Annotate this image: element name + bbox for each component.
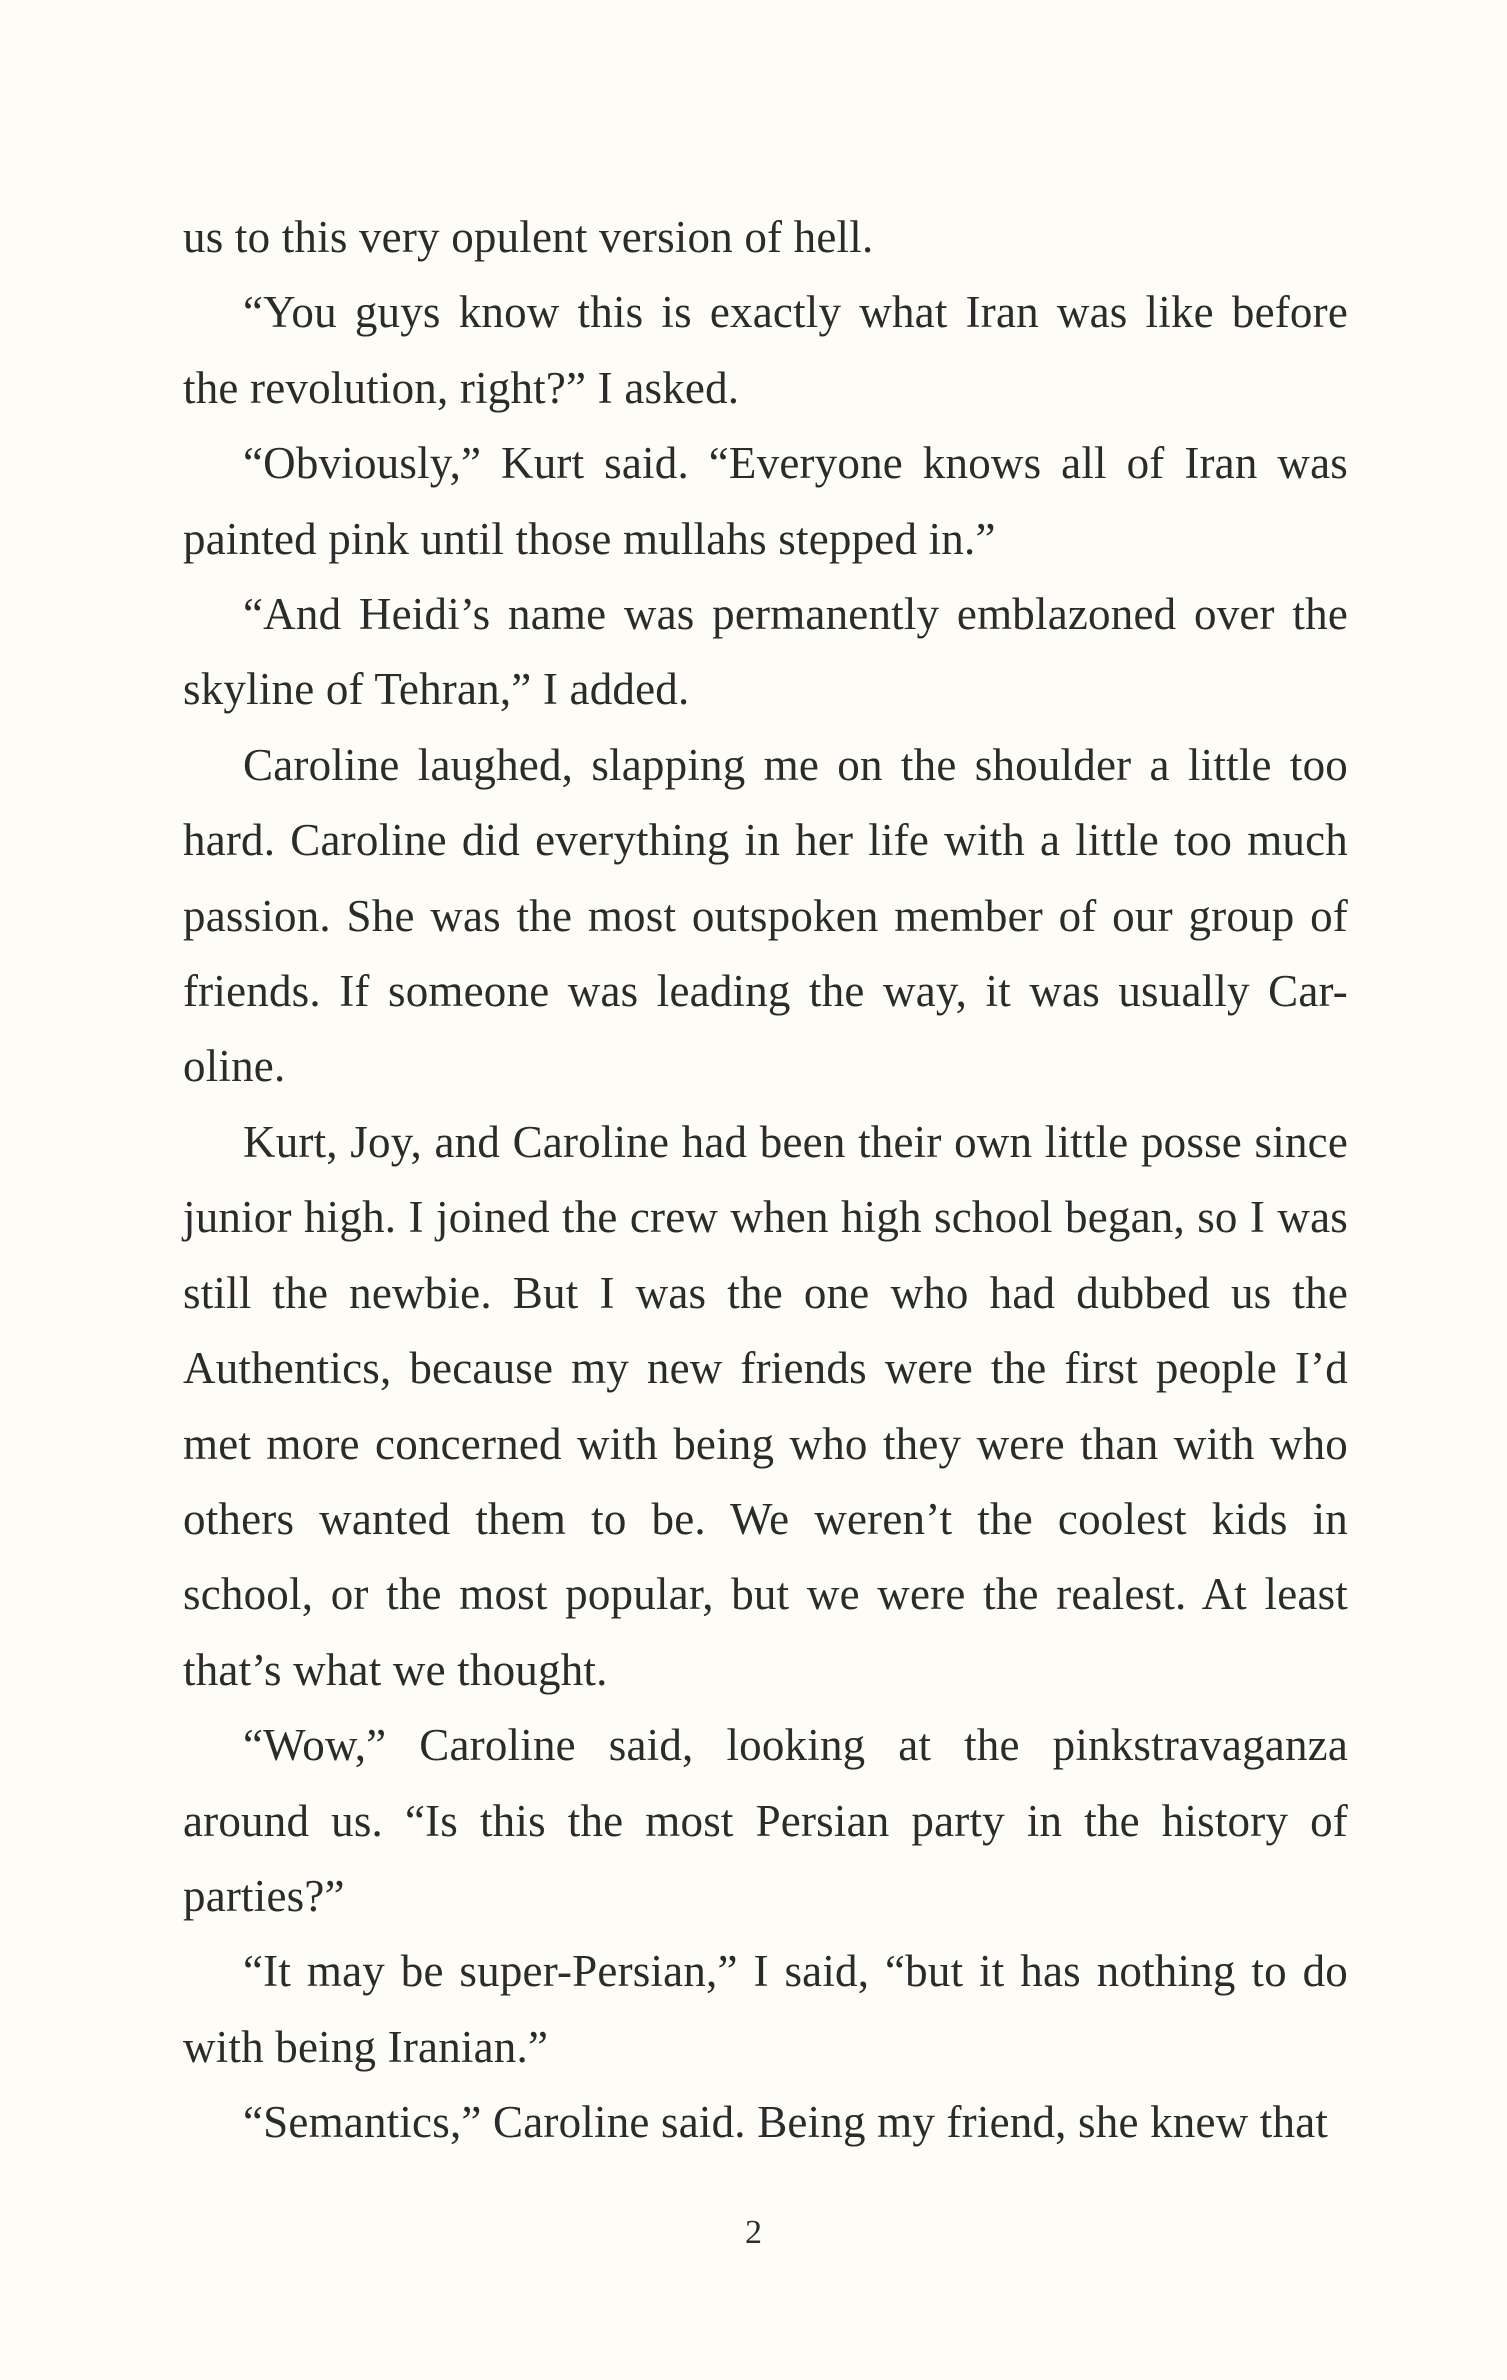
paragraph: Caroline laughed, slapping me on the shoulder a little too hard. Caroline did everything in her life with a little too much passion. She was the most outspoken member of our group of friends. If someone was leading the way, it was usually Car-oline. [183, 739, 1348, 1092]
paragraph: “Wow,” Caroline said, looking at the pinkstravaganza around us. “Is this the most Persian party in the history of parties?” [183, 1720, 1348, 1921]
page-number: 2 [745, 2214, 762, 2251]
paragraph-continuation: us to this very opulent version of hell. [183, 212, 874, 262]
paragraph: Kurt, Joy, and Caroline had been their own little posse since junior high. I joined the crew when high school began, so I was still the newbie. But I was the one who had dubbed us the Authentics, because my new friends were the first people I’d met more concerned with being who they were than with who others wanted them to be. We weren’t the coolest kids in school, or the most popular, but we were the realest. At least that’s what we thought. [183, 1116, 1348, 1695]
paragraph: “Obviously,” Kurt said. “Everyone knows all of Iran was painted pink until those mullahs stepped in.” [183, 438, 1348, 564]
paragraph: “It may be super-Persian,” I said, “but it has nothing to do with being Iranian.” [183, 1946, 1348, 2072]
paragraph: “You guys know this is exactly what Iran was like before the revolution, right?” I asked. [183, 287, 1348, 413]
paragraph: “Semantics,” Caroline said. Being my friend, she knew that [243, 2097, 1329, 2148]
paragraph: “And Heidi’s name was permanently emblazoned over the skyline of Tehran,” I added. [183, 589, 1348, 715]
body-text [183, 200, 1348, 2161]
